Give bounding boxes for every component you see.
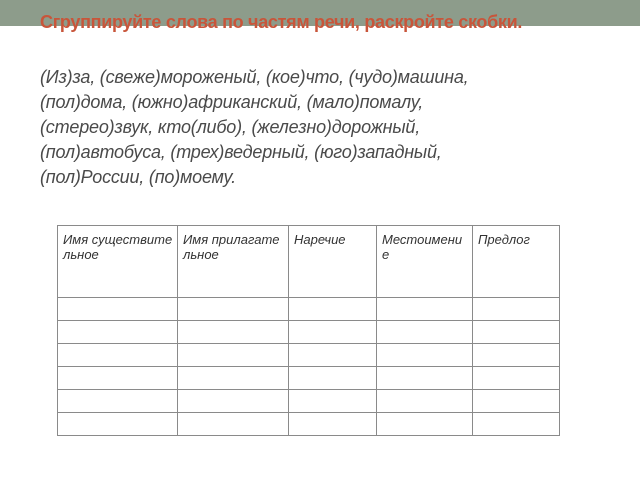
table-cell[interactable] — [473, 367, 560, 390]
header-adjective: Имя прилагательное — [178, 226, 289, 298]
table-cell[interactable] — [58, 321, 178, 344]
header-noun: Имя существительное — [58, 226, 178, 298]
table-row — [58, 367, 560, 390]
header-preposition: Предлог — [473, 226, 560, 298]
table-cell[interactable] — [289, 321, 377, 344]
table-cell[interactable] — [289, 344, 377, 367]
table-cell[interactable] — [473, 321, 560, 344]
task-title: Сгруппируйте слова по частям речи, раскройте скобки. — [40, 12, 523, 32]
table-cell[interactable] — [473, 344, 560, 367]
word-list — [40, 65, 468, 190]
table-cell[interactable] — [377, 344, 473, 367]
word-line: (пол)автобуса, (трех)ведерный, (юго)западный, — [40, 142, 442, 162]
table-cell[interactable] — [473, 413, 560, 436]
table-cell[interactable] — [58, 413, 178, 436]
table-cell[interactable] — [289, 298, 377, 321]
table-cell[interactable] — [178, 321, 289, 344]
table-cell[interactable] — [58, 367, 178, 390]
table-cell[interactable] — [289, 390, 377, 413]
word-line: (Из)за, (свеже)мороженый, (кое)что, (чудо)машина, — [40, 67, 469, 87]
table-body — [58, 298, 560, 436]
table-row — [58, 321, 560, 344]
header-pronoun: Местоимение — [377, 226, 473, 298]
table-cell[interactable] — [178, 413, 289, 436]
table-cell[interactable] — [58, 390, 178, 413]
table-cell[interactable] — [289, 367, 377, 390]
table-cell[interactable] — [377, 390, 473, 413]
table-cell[interactable] — [377, 298, 473, 321]
word-line: (стерео)звук, кто(либо), (железно)дорожный, — [40, 117, 421, 137]
table-cell[interactable] — [473, 390, 560, 413]
table-row — [58, 298, 560, 321]
table-cell[interactable] — [377, 413, 473, 436]
word-line: (пол)дома, (южно)африканский, (мало)помалу, — [40, 92, 424, 112]
table-cell[interactable] — [58, 298, 178, 321]
table-cell[interactable] — [377, 367, 473, 390]
table-row — [58, 344, 560, 367]
table-cell[interactable] — [58, 344, 178, 367]
table-cell[interactable] — [377, 321, 473, 344]
table-cell[interactable] — [473, 298, 560, 321]
table-cell[interactable] — [178, 344, 289, 367]
table-cell[interactable] — [178, 390, 289, 413]
word-line: (пол)России, (по)моему. — [40, 167, 236, 187]
table-cell[interactable] — [289, 413, 377, 436]
table-cell[interactable] — [178, 298, 289, 321]
table-row — [58, 390, 560, 413]
table-row — [58, 413, 560, 436]
table-header-row — [58, 226, 560, 298]
header-adverb: Наречие — [289, 226, 377, 298]
parts-of-speech-table — [57, 225, 560, 436]
table-cell[interactable] — [178, 367, 289, 390]
